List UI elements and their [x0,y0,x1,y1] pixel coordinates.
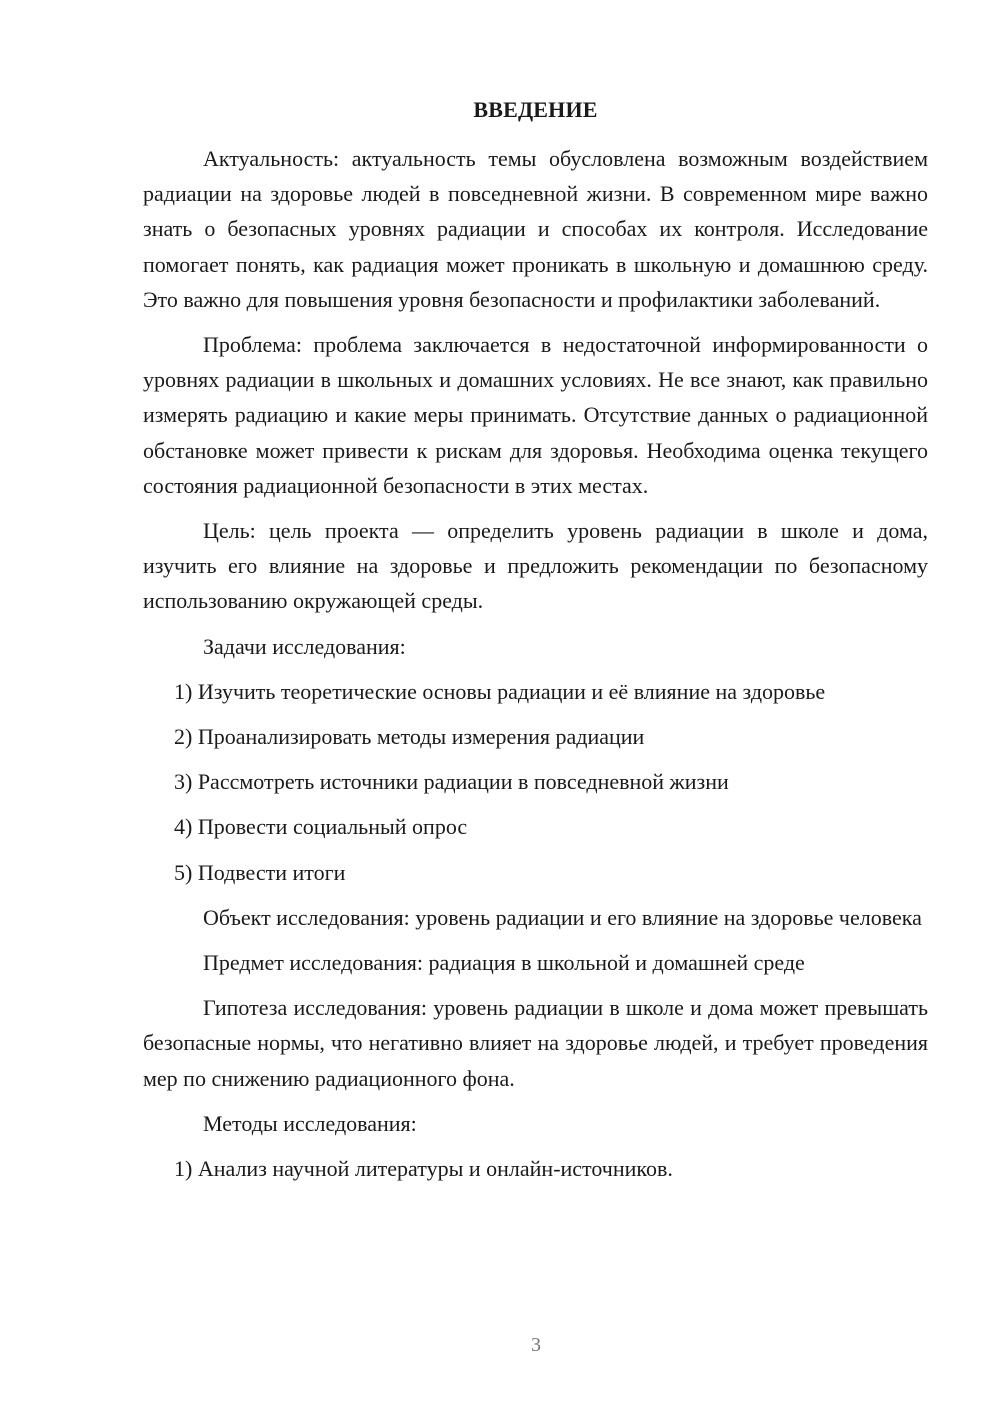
subject-paragraph: Предмет исследования: радиация в школьной и домашней среде [203,950,805,976]
list-item: 3) Рассмотреть источники радиации в повседневной жизни [174,769,729,795]
tasks-list [143,674,928,890]
list-item: 1) Изучить теоретические основы радиации и её влияние на здоровье [174,678,826,704]
section-title: ВВЕДЕНИЕ [473,97,598,122]
goal-paragraph: Цель: цель проекта — определить уровень радиации в школе и дома, изучить его влияние на здоровье и предложить рекомендации по безопасному использованию окружающей среды. [143,518,928,614]
list-item: 5) Подвести итоги [174,859,346,885]
methods-list [143,1151,928,1186]
object-paragraph: Объект исследования: уровень радиации и его влияние на здоровье человека [203,904,922,930]
problem-paragraph: Проблема: проблема заключается в недостаточной информированности о уровнях радиации в школьных и домашних условиях. Не все знают, как правильно измерять радиацию и какие меры принимать. Отсутствие данных о радиационной обстановке может привести к рискам для здоровья. Необходима оценка текущего состояния радиационной безопасности в этих местах. [143,332,928,498]
methods-heading: Методы исследования: [203,1110,417,1136]
list-item: 2) Проанализировать методы измерения радиации [174,724,645,750]
relevance-paragraph: Актуальность: актуальность темы обусловлена возможным воздействием радиации на здоровье людей в повседневной жизни. В современном мире важно знать о безопасных уровнях радиации и способах их контроля. Исследование помогает понять, как радиация может проникать в школьную и домашнюю среду. Это важно для повышения уровня безопасности и профилактики заболеваний. [143,146,928,312]
list-item: 4) Провести социальный опрос [174,814,468,840]
tasks-heading: Задачи исследования: [203,633,406,659]
document-page [143,95,928,1196]
hypothesis-paragraph: Гипотеза исследования: уровень радиации в школе и дома может превышать безопасные нормы, что негативно влияет на здоровье людей, и требует проведения мер по снижению радиационного фона. [143,995,928,1091]
list-item: 1) Анализ научной литературы и онлайн-источников. [174,1156,673,1182]
page-number: 3 [531,1334,541,1356]
